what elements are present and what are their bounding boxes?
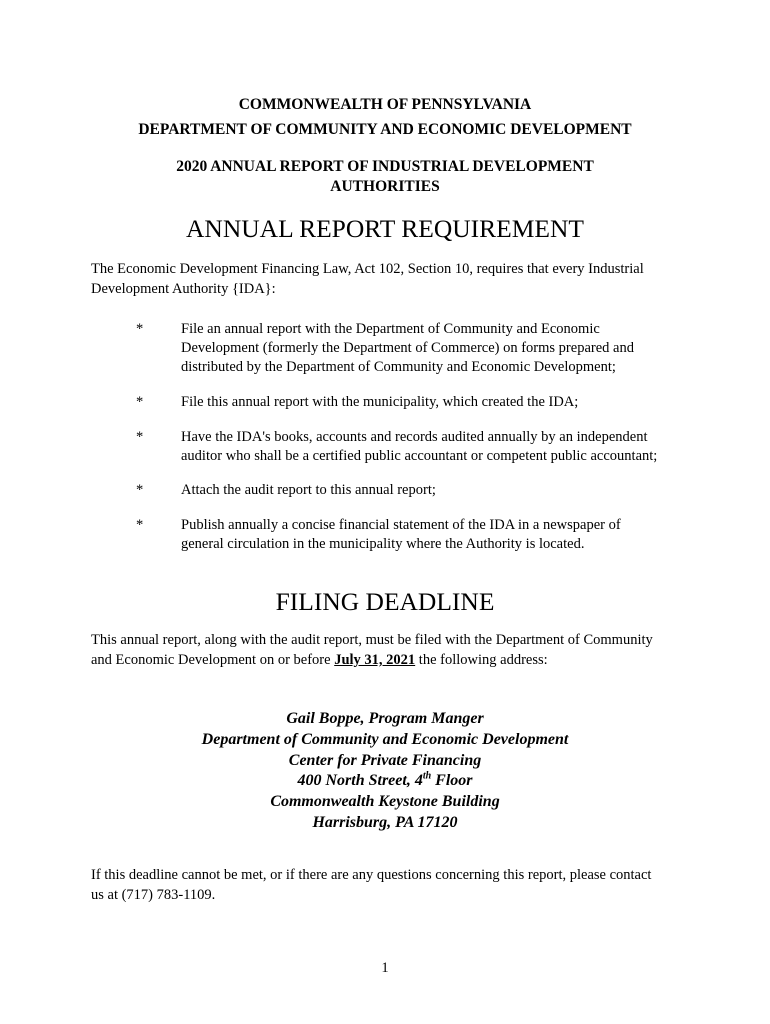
deadline-paragraph	[91, 630, 686, 670]
item-1-line-3: distributed by the Department of Community and Economic Development;	[181, 359, 616, 375]
address-name: Gail Boppe, Program Manger	[286, 710, 484, 727]
address-building: Commonwealth Keystone Building	[270, 793, 500, 810]
item-3-line-2: auditor who shall be a certified public accountant or competent public accountant;	[181, 448, 658, 464]
intro-line-1: The Economic Development Financing Law, Act 102, Section 10, requires that every Industrial	[91, 261, 644, 277]
deadline-text-before: and Economic Development on or before	[91, 652, 335, 668]
deadline-text-after: the following address:	[415, 652, 548, 668]
bullet-asterisk: *	[136, 429, 144, 445]
item-5-line-1: Publish annually a concise financial statement of the IDA in a newspaper of	[181, 517, 621, 533]
address-street	[0, 771, 770, 792]
item-1-line-1: File an annual report with the Department of Community and Economic	[181, 321, 600, 337]
bullet-asterisk: *	[136, 321, 144, 337]
address-city: Harrisburg, PA 17120	[312, 814, 458, 831]
bullet-asterisk: *	[136, 517, 144, 533]
header-report-title	[0, 157, 770, 197]
filing-deadline-heading: FILING DEADLINE	[275, 587, 495, 616]
item-5-line-2: general circulation in the municipality where the Authority is located.	[181, 536, 585, 552]
address-center: Center for Private Financing	[288, 752, 482, 769]
contact-line-1: If this deadline cannot be met, or if there are any questions concerning this report, please contact	[91, 867, 652, 883]
bullet-asterisk: *	[136, 482, 144, 498]
report-title-line-1: 2020 ANNUAL REPORT OF INDUSTRIAL DEVELOPMENT	[176, 158, 594, 175]
page-number: 1	[381, 960, 389, 976]
item-1-line-2: Development (formerly the Department of Commerce) on forms prepared and	[181, 340, 634, 356]
deadline-line-2	[91, 650, 686, 670]
deadline-date: July 31, 2021	[334, 652, 416, 668]
deadline-line-1: This annual report, along with the audit report, must be filed with the Department of Community	[91, 632, 653, 648]
floor-text: Floor	[431, 772, 473, 789]
intro-line-2: Development Authority {IDA}:	[91, 281, 276, 297]
item-3-line-1: Have the IDA's books, accounts and records audited annually by an independent	[181, 429, 648, 445]
header-commonwealth: COMMONWEALTH OF PENNSYLVANIA	[238, 96, 532, 113]
header-department: DEPARTMENT OF COMMUNITY AND ECONOMIC DEVELOPMENT	[138, 121, 632, 138]
street-text: 400 North Street, 4	[297, 772, 423, 789]
floor-ordinal-suffix: th	[422, 770, 432, 782]
item-2-line-1: File this annual report with the municipality, which created the IDA;	[181, 394, 579, 410]
report-title-line-2: AUTHORITIES	[330, 178, 440, 195]
address-department: Department of Community and Economic Development	[201, 731, 569, 748]
contact-paragraph	[91, 865, 686, 905]
requirement-intro	[91, 259, 686, 299]
item-4-line-1: Attach the audit report to this annual report;	[181, 482, 436, 498]
bullet-asterisk: *	[136, 394, 144, 410]
contact-line-2: us at (717) 783-1109.	[91, 887, 216, 903]
annual-report-requirement-heading: ANNUAL REPORT REQUIREMENT	[186, 214, 584, 243]
